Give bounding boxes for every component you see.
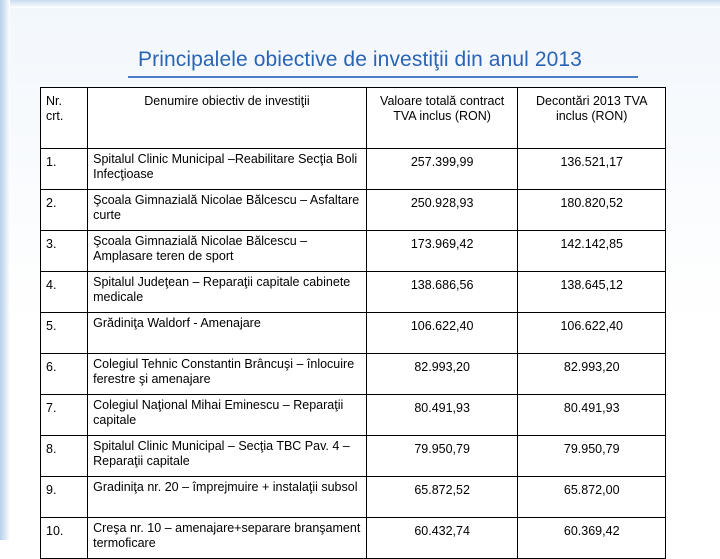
header-nr: Nr. crt. [41,88,88,149]
cell-value: 79.950,79 [366,436,518,477]
cell-decont: 60.369,42 [518,518,666,559]
cell-value: 173.969,42 [366,231,518,272]
slide-top-border [0,0,720,8]
cell-value: 60.432,74 [366,518,518,559]
table-row [41,313,666,354]
cell-nr: 7. [41,395,88,436]
cell-name: Şcoala Gimnazială Nicolae Bălcescu – Asfaltare curte [88,190,367,231]
cell-value: 138.686,56 [366,272,518,313]
cell-nr: 9. [41,477,88,518]
table-row [41,190,666,231]
cell-name: Gradiniţa nr. 20 – împrejmuire + instalaţii subsol [88,477,367,518]
table-row [41,436,666,477]
cell-nr: 6. [41,354,88,395]
cell-nr: 8. [41,436,88,477]
cell-name: Spitalul Clinic Municipal – Secţia TBC Pav. 4 – Reparaţii capitale [88,436,367,477]
cell-nr: 1. [41,149,88,190]
cell-name: Colegiul Tehnic Constantin Brâncuşi – înlocuire ferestre şi amenajare [88,354,367,395]
cell-name: Şcoala Gimnazială Nicolae Bălcescu – Amplasare teren de sport [88,231,367,272]
table-row [41,477,666,518]
cell-decont: 80.491,93 [518,395,666,436]
cell-value: 80.491,93 [366,395,518,436]
table-header-row [41,88,666,149]
cell-nr: 10. [41,518,88,559]
cell-value: 65.872,52 [366,477,518,518]
cell-value: 257.399,99 [366,149,518,190]
cell-value: 82.993,20 [366,354,518,395]
cell-decont: 82.993,20 [518,354,666,395]
cell-name: Creşa nr. 10 – amenajare+separare branşament termoficare [88,518,367,559]
cell-name: Grădiniţa Waldorf - Amenajare [88,313,367,354]
cell-nr: 5. [41,313,88,354]
cell-value: 250.928,93 [366,190,518,231]
cell-decont: 136.521,17 [518,149,666,190]
table-row [41,231,666,272]
table-row [41,272,666,313]
investments-table [40,87,666,559]
cell-decont: 180.820,52 [518,190,666,231]
cell-nr: 4. [41,272,88,313]
cell-decont: 142.142,85 [518,231,666,272]
cell-decont: 65.872,00 [518,477,666,518]
slide-left-border [0,0,10,540]
cell-value: 106.622,40 [366,313,518,354]
title-underline [128,76,638,78]
header-decont: Decontări 2013 TVA inclus (RON) [518,88,666,149]
table-row [41,518,666,559]
page-title: Principalele obiective de investiţii din anul 2013 [138,48,582,71]
cell-decont: 138.645,12 [518,272,666,313]
cell-name: Colegiul Naţional Mihai Eminescu – Reparaţii capitale [88,395,367,436]
cell-nr: 3. [41,231,88,272]
header-value: Valoare totală contract TVA inclus (RON) [366,88,518,149]
table-row [41,149,666,190]
cell-name: Spitalul Clinic Municipal –Reabilitare Secţia Boli Infecţioase [88,149,367,190]
cell-name: Spitalul Judeţean – Reparaţii capitale cabinete medicale [88,272,367,313]
header-name: Denumire obiectiv de investiţii [88,88,367,149]
cell-decont: 79.950,79 [518,436,666,477]
table-row [41,354,666,395]
cell-nr: 2. [41,190,88,231]
cell-decont: 106.622,40 [518,313,666,354]
table-row [41,395,666,436]
